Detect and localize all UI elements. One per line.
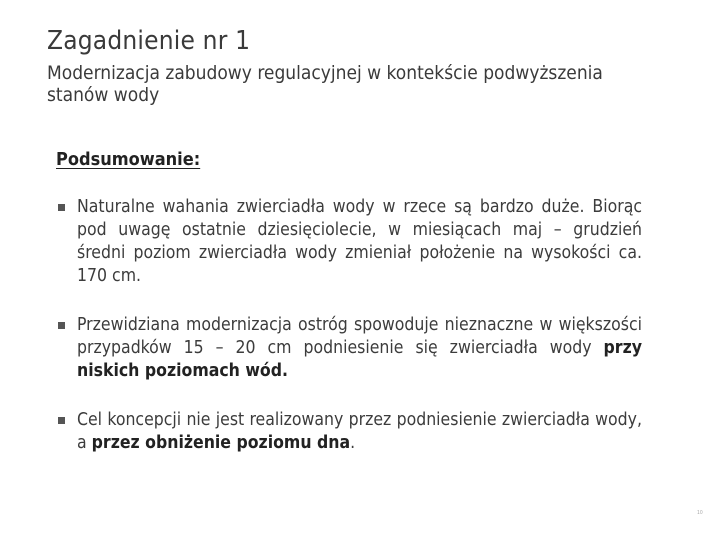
bullet-item [56, 409, 642, 455]
bullet-emphasis: przy niskich poziomach wód. [77, 338, 642, 381]
bullet-item [56, 196, 642, 288]
slide-title: Zagadnienie nr 1 [47, 26, 251, 56]
bullet-emphasis: przez obniżenie poziomu dna [91, 433, 351, 453]
slide-subtitle: Modernizacja zabudowy regulacyjnej w kontekście podwyższenia stanów wody [47, 62, 603, 106]
square-bullet-icon [58, 417, 65, 424]
bullet-item [56, 314, 642, 383]
bullet-text-end: . [350, 433, 356, 453]
bullet-text: Cel koncepcji nie jest realizowany przez podniesienie zwierciadła wody, a [77, 410, 642, 453]
page-number: 10 [697, 510, 703, 516]
bullet-text: Przewidziana modernizacja ostróg spowoduje nieznaczne w większości przypadków 15 – 20 cm podniesienie się zwierciadła wody [77, 315, 642, 358]
bullet-text: Naturalne wahania zwierciadła wody w rzece są bardzo duże. Biorąc pod uwagę ostatnie dziesięciolecie, w miesiącach maj – grudzień średni poziom zwierciadła wody zmieniał położenie na wysokości ca. 170 cm. [77, 197, 642, 286]
square-bullet-icon [58, 204, 65, 211]
bullet-list [56, 196, 642, 455]
square-bullet-icon [58, 322, 65, 329]
summary-heading: Podsumowanie: [56, 149, 201, 170]
